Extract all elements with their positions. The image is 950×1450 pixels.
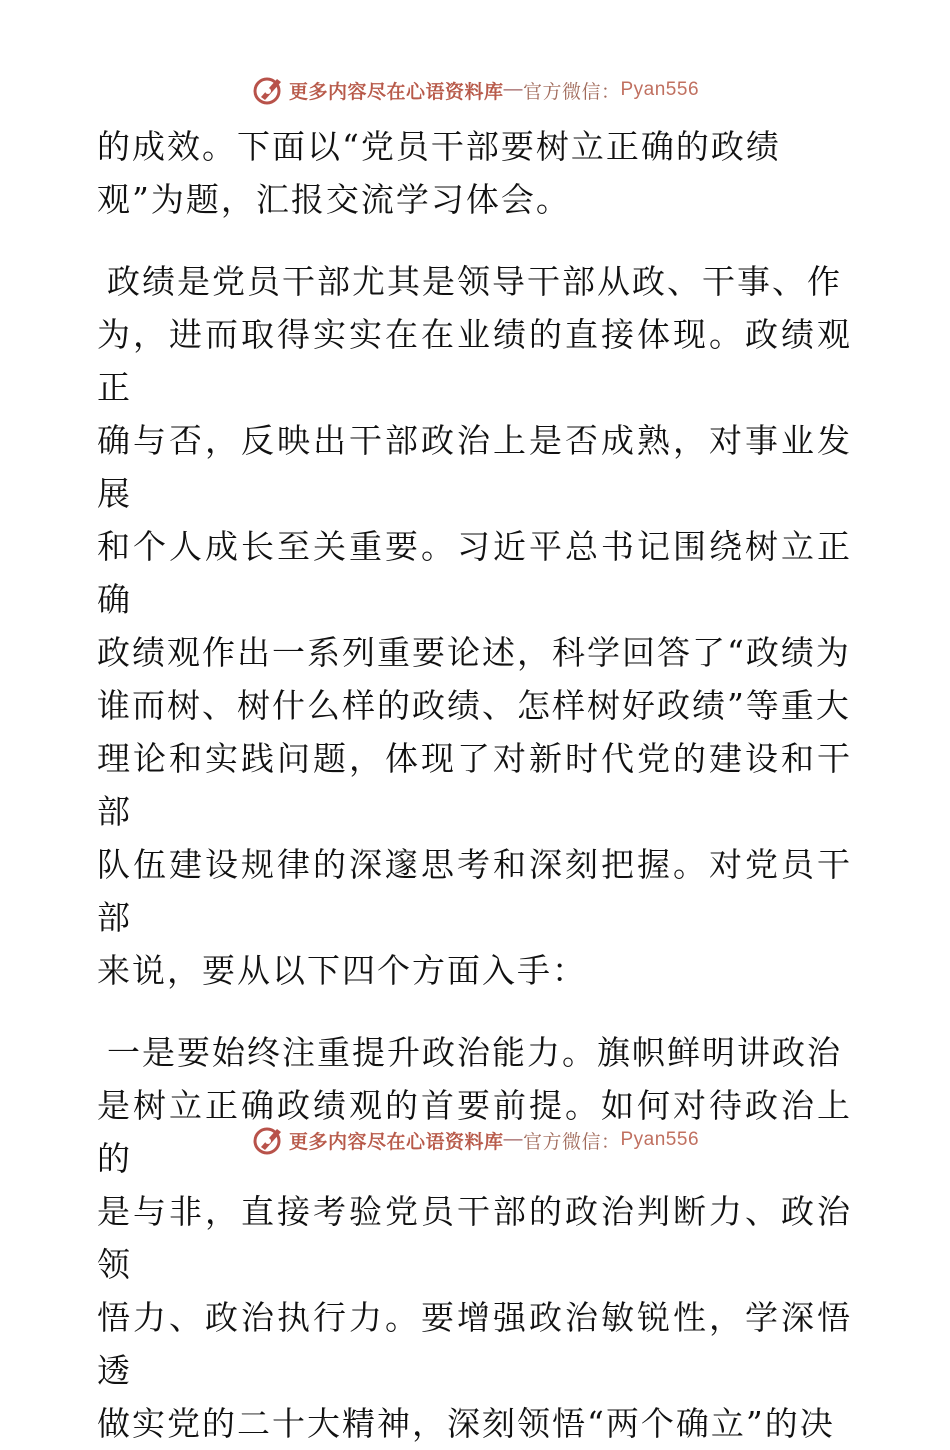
- watermark-wechat-id: Pyan556: [620, 79, 700, 100]
- text-line: 政绩是党员干部尤其是领导干部从政、干事、作: [107, 262, 842, 301]
- text-line: 是与非，直接考验党员干部的政治判断力、政治领: [97, 1192, 852, 1284]
- text-line: 和个人成长至关重要。习近平总书记围绕树立正确: [97, 527, 852, 619]
- text-line: 确与否，反映出干部政治上是否成熟，对事业发展: [97, 421, 852, 513]
- text-line: 观”为题，汇报交流学习体会。: [97, 180, 571, 219]
- watermark-brand-text: 更多内容尽在心语资料库: [288, 80, 504, 103]
- header-watermark: [0, 70, 950, 110]
- pen-logo-icon: [251, 1123, 285, 1157]
- pen-logo-icon: [251, 73, 285, 107]
- paragraph: [97, 255, 852, 997]
- document-body: [97, 120, 852, 1450]
- text-line: 的成效。下面以“党员干部要树立正确的政绩: [97, 127, 781, 166]
- watermark-separator: —: [503, 1129, 523, 1150]
- text-line: 是树立正确政绩观的首要前提。如何对待政治上的: [97, 1086, 852, 1178]
- text-line: 悟力、政治执行力。要增强政治敏锐性，学深悟透: [97, 1298, 852, 1390]
- text-line: 为，进而取得实实在在业绩的直接体现。政绩观正: [97, 315, 852, 407]
- text-line: 做实党的二十大精神，深刻领悟“两个确立”的决: [97, 1404, 835, 1443]
- paragraph: [97, 120, 852, 226]
- text-line: 来说，要从以下四个方面入手：: [97, 951, 587, 990]
- watermark-separator: —: [503, 79, 523, 100]
- watermark-official-label: 官方微信：: [522, 1130, 621, 1153]
- text-line: 谁而树、树什么样的政绩、怎样树好政绩”等重大: [97, 686, 851, 725]
- text-line: 理论和实践问题，体现了对新时代党的建设和干部: [97, 739, 852, 831]
- text-line: 一是要始终注重提升政治能力。旗帜鲜明讲政治: [107, 1033, 842, 1072]
- watermark-official-label: 官方微信：: [522, 80, 621, 103]
- text-line: 政绩观作出一系列重要论述，科学回答了“政绩为: [97, 633, 851, 672]
- watermark-brand-text: 更多内容尽在心语资料库: [288, 1130, 504, 1153]
- text-line: 队伍建设规律的深邃思考和深刻把握。对党员干部: [97, 845, 852, 937]
- paragraph: [97, 1026, 852, 1450]
- footer-watermark: [0, 1120, 950, 1160]
- watermark-wechat-id: Pyan556: [620, 1129, 700, 1150]
